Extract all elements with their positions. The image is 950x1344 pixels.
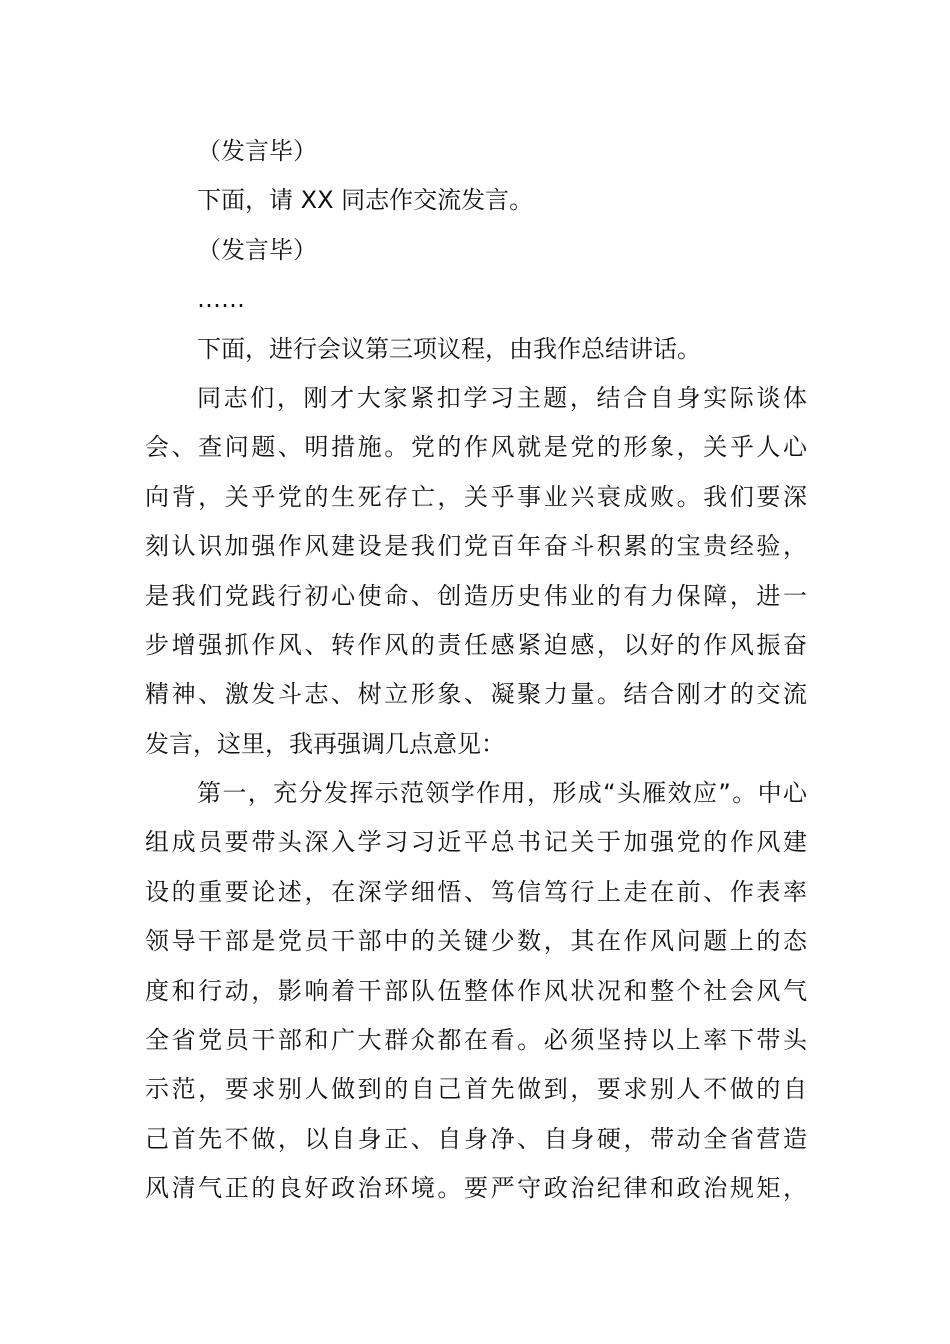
ellipsis-line: …… [197, 285, 245, 314]
paragraph-line: 组成员要带头深入学习习近平总书记关于加强党的作风建 [145, 828, 807, 857]
paragraph-line: 会、查问题、明措施。党的作风就是党的形象，关乎人心 [145, 433, 807, 462]
speech-end-note-2: （发言毕） [197, 235, 317, 264]
paragraph-line: 己首先不做，以自身正、自身净、自身硬，带动全省营造 [145, 1124, 807, 1153]
paragraph-line: 向背，关乎党的生死存亡，关乎事业兴衰成败。我们要深 [145, 482, 807, 511]
paragraph-line: 步增强抓作风、转作风的责任感紧迫感，以好的作风振奋 [145, 630, 807, 659]
document-body [145, 127, 807, 1214]
agenda-line-exchange: 下面，请 XX 同志作交流发言。 [197, 186, 534, 215]
paragraph-line: 设的重要论述，在深学细悟、笃信笃行上走在前、作表率 [145, 877, 807, 906]
paragraph-line: 全省党员干部和广大群众都在看。必须坚持以上率下带头 [145, 1026, 807, 1055]
paragraph-line: 同志们，刚才大家紧扣学习主题，结合自身实际谈体 [197, 383, 807, 412]
paragraph-line: 度和行动，影响着干部队伍整体作风状况和整个社会风气 [145, 976, 807, 1005]
paragraph-line: 是我们党践行初心使命、创造历史伟业的有力保障，进一 [145, 581, 807, 610]
paragraph-line: 领导干部是党员干部中的关键少数，其在作风问题上的态 [145, 927, 807, 956]
speech-end-note-1: （发言毕） [197, 137, 317, 165]
paragraph-line: 精神、激发斗志、树立形象、凝聚力量。结合刚才的交流 [145, 680, 807, 709]
paragraph-line: 刻认识加强作风建设是我们党百年奋斗积累的宝贵经验， [145, 532, 807, 561]
paragraph-line: 示范，要求别人做到的自己首先做到，要求别人不做的自 [145, 1075, 807, 1104]
paragraph-line: 第一，充分发挥示范领学作用，形成“头雁效应”。中心 [197, 779, 807, 808]
paragraph-line: 发言，这里，我再强调几点意见： [145, 729, 505, 758]
agenda-line-third: 下面，进行会议第三项议程，由我作总结讲话。 [197, 334, 701, 363]
paragraph-line: 风清气正的良好政治环境。要严守政治纪律和政治规矩， [145, 1174, 807, 1203]
